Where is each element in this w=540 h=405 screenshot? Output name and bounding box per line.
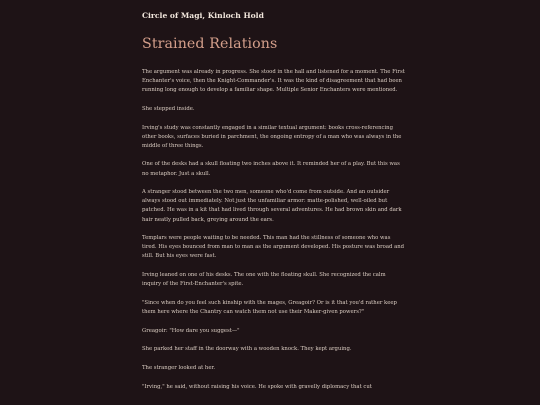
paragraph: A stranger stood between the two men, someone who'd come from outside. And an outsider always stood out immediately. Not just the unfamiliar armor: matte-polished, well-oiled but patched. He was in a kit that had lived through several adventures. He had brown skin and dark hair neatly pulled back, greying around the ears. (142, 189, 402, 223)
paragraph: "Since when do you feel such kinship with the mages, Greagoir? Or is it that you'd rather keep them here where the Chantry can watch them not use their Maker-given powers?" (142, 299, 397, 315)
story-body (142, 68, 406, 392)
chapter-title: Strained Relations (142, 36, 278, 52)
paragraph: She parked her staff in the doorway with a wooden knock. They kept arguing. (142, 346, 352, 353)
paragraph: Irving leaned on one of his desks. The one with the floating skull. She recognized the calm inquiry of the First-Enchanter's spite. (142, 272, 386, 288)
paragraph: Greagoir: "How dare you suggest—" (142, 327, 240, 334)
story-column (142, 11, 406, 401)
paragraph: Irving's study was constantly engaged in a similar textual argument: books cross-referencing other books, surfaces buried in parchment, the ongoing entropy of a man who was always in the middle of three things. (142, 124, 402, 149)
paragraph: She stepped inside. (142, 105, 195, 112)
paragraph: Templars were people waiting to be needed. This man had the stillness of someone who was tired. His eyes bounced from man to man as the argument developed. His posture was broad and still. But his eyes were fast. (142, 235, 405, 260)
paragraph: The argument was already in progress. She stood in the hall and listened for a moment. The First Enchanter's voice, then the Knight-Commander's. It was the kind of disagreement that had been running long enough to develop a familiar shape. Multiple Senior Enchanters were mentioned. (142, 69, 405, 94)
paragraph: The stranger looked at her. (142, 365, 216, 371)
paragraph: "Irving," he said, without raising his voice. He spoke with gravelly diplomacy that cut (142, 383, 372, 390)
paragraph: One of the desks had a skull floating two inches above it. It reminded her of a play. But this was no metaphor. Just a skull. (142, 161, 400, 177)
location-heading: Circle of Magi, Kinloch Hold (142, 11, 264, 20)
